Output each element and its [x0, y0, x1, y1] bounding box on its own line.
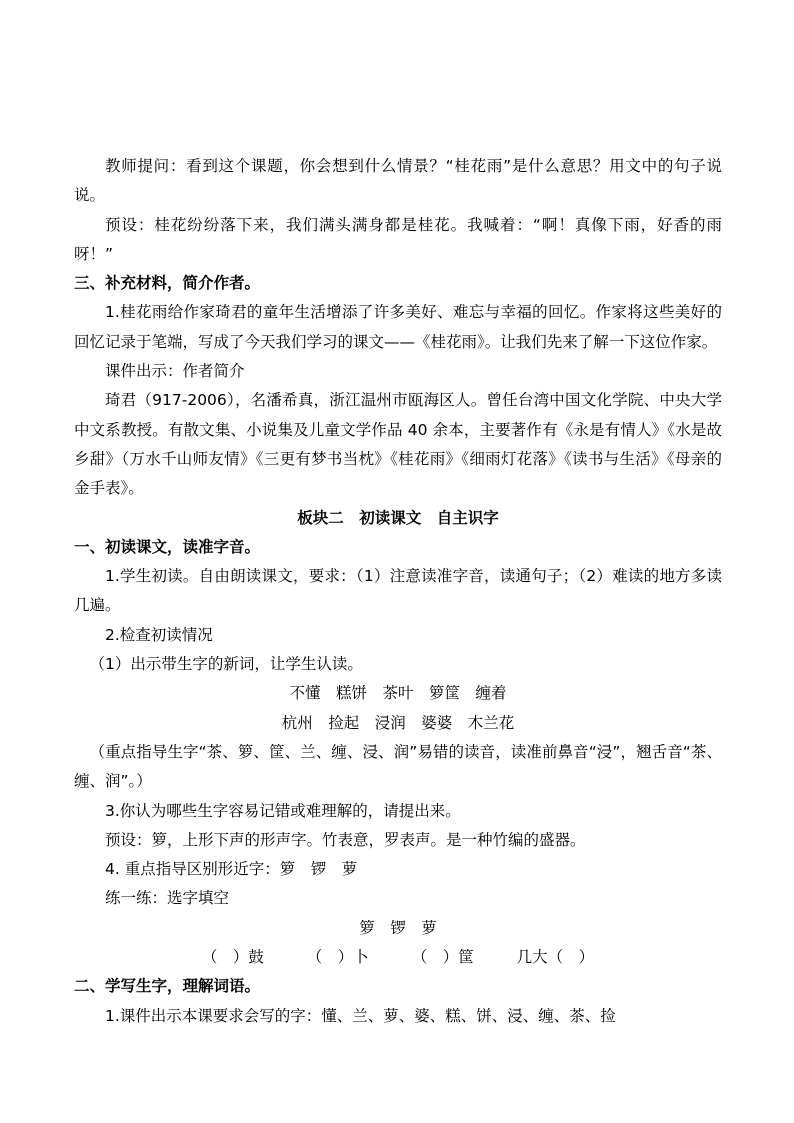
preset-answer: 预设：桂花纷纷落下来，我们满头满身都是桂花。我喊着：“啊！真像下雨，好香的雨呀！” — [74, 215, 722, 263]
section-two-heading: 二、学写生字，理解词语。 — [74, 977, 261, 996]
fill-item: （ ）卜 — [306, 948, 369, 967]
practice-label: 练一练：选字填空 — [105, 889, 230, 908]
document-page — [74, 152, 722, 1031]
teacher-question: 教师提问：看到这个课题，你会想到什么情景？“桂花雨”是什么意思？用文中的句子说说。 — [74, 157, 722, 205]
writing-chars-step: 1.课件出示本课要求会写的字：懂、兰、萝、婆、糕、饼、浸、缠、茶、捡 — [105, 1006, 616, 1025]
fill-item: （ ）筐 — [411, 948, 474, 967]
similar-chars-step: 4. 重点指导区别形近字：箩 锣 萝 — [105, 860, 358, 879]
new-words-line-1: 不懂 糕饼 茶叶 箩筐 缠着 — [289, 684, 507, 703]
courseware-note: 课件出示：作者简介 — [105, 362, 245, 381]
author-intro-paragraph: 1.桂花雨给作家琦君的童年生活增添了许多美好、难忘与幸福的回忆。作家将这些美好的回忆记录于笔端，写成了今天我们学习的课文——《桂花雨》。让我们先来了解一下这位作家。 — [74, 303, 722, 351]
difficult-chars-step: 3.你认为哪些生字容易记错或难理解的，请提出来。 — [105, 801, 461, 820]
choice-characters: 箩 锣 萝 — [359, 918, 437, 937]
block-two-title: 板块二 初读课文 自主识字 — [297, 508, 499, 527]
new-words-line-2: 杭州 捡起 浸润 婆婆 木兰花 — [281, 713, 515, 732]
fill-item: （ ）鼓 — [201, 948, 264, 967]
check-reading-step: 2.检查初读情况 — [105, 625, 213, 644]
first-reading-step: 1.学生初读。自由朗读课文，要求：（1）注意读准字音，读通句子；（2）难读的地方多读几遍。 — [74, 567, 722, 615]
author-bio: 琦君（917-2006），名潘希真，浙江温州市瓯海区人。曾任台湾中国文化学院、中央大学中文系教授。有散文集、小说集及儿童文学作品 40 余本，主要著作有《永是有情人》《水是故乡甜》（万水千山师友情》《三更有梦书当枕》《桂花雨》《细雨灯花落》《读书与生活》《母亲的金手表》。 — [74, 391, 722, 498]
section-one-heading: 一、初读课文，读准字音。 — [74, 537, 261, 556]
preset-analysis: 预设：箩，上形下声的形声字。竹表意，罗表声。是一种竹编的盛器。 — [105, 830, 586, 849]
pronunciation-note: （重点指导生字“茶、箩、筐、兰、缠、浸、润”易错的读音，读准前鼻音“浸”，翘舌音“茶、缠、润”。） — [74, 742, 722, 791]
new-words-instruction: （1）出示带生字的新词，让学生认读。 — [89, 655, 363, 674]
fill-blank-row — [74, 943, 722, 972]
fill-item: 几大（ ） — [516, 948, 595, 967]
section-three-heading: 三、补充材料，简介作者。 — [74, 274, 261, 293]
